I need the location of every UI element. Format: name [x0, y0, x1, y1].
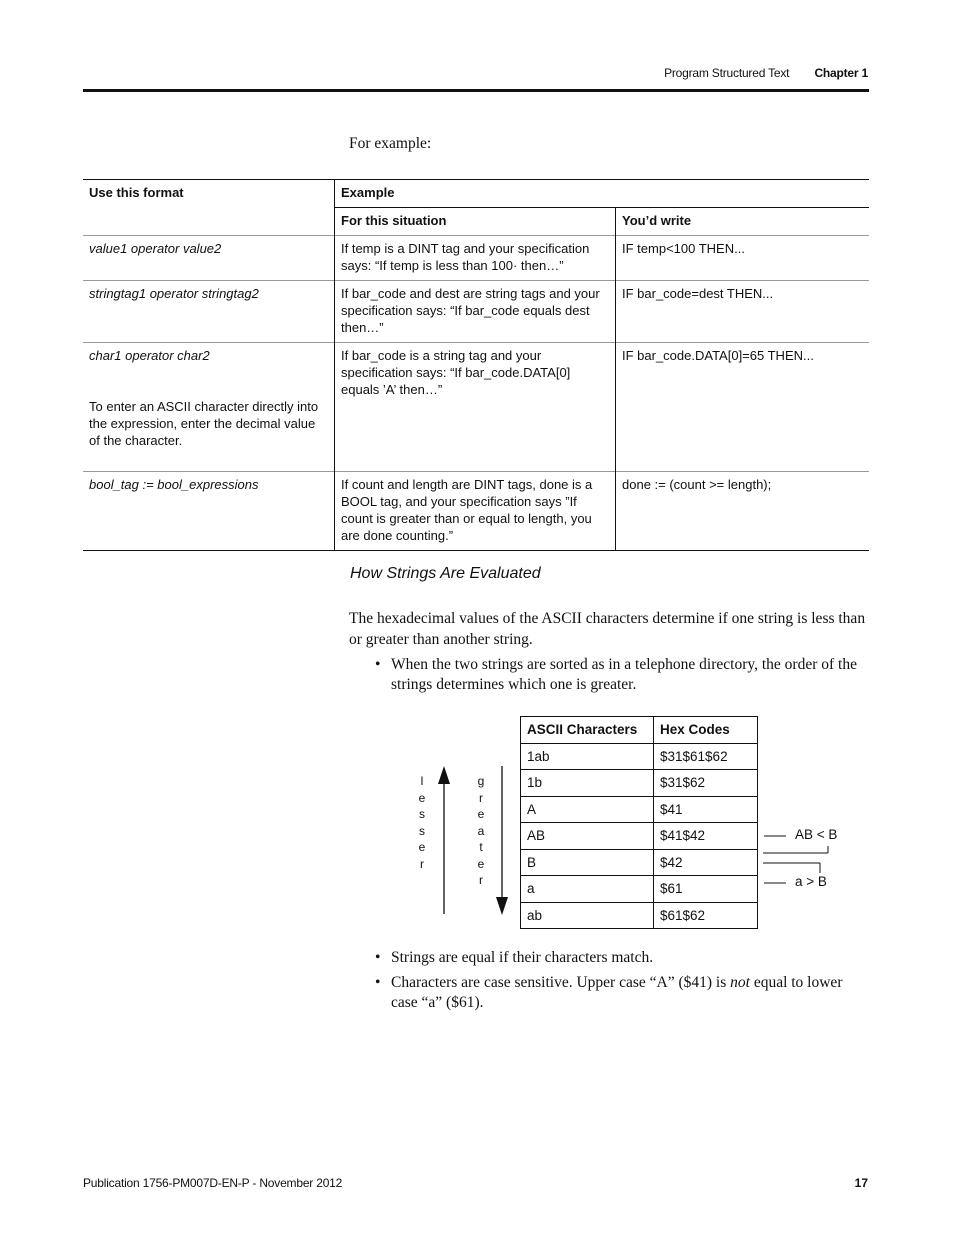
bullet-text [391, 974, 842, 1011]
letter: e [477, 856, 485, 871]
bullet-text-start: Characters are case sensitive. Upper case “A” ($41) is [391, 974, 731, 991]
format-cell: char1 operator char2 [89, 348, 210, 363]
header-section-title: Program Structured Text [664, 66, 790, 80]
col-header-example: Example [341, 185, 395, 200]
lesser-arrow [438, 766, 450, 914]
bullet-list-2 [370, 948, 870, 1013]
bullet-text-end: equal to lower case “a” ($61). [391, 974, 843, 1011]
letter: l [420, 774, 424, 788]
format-cell: value1 operator value2 [83, 236, 335, 281]
situation-cell: If bar_code is a string tag and your specification says: “If bar_code.DATA[0] equals ’A’ then…” [335, 343, 616, 472]
col-header-hex: Hex Codes [654, 717, 758, 744]
greater-arrow [496, 766, 508, 915]
bullet-text: Strings are equal if their characters match. [391, 949, 654, 966]
format-cell: bool_tag := bool_expressions [83, 472, 335, 551]
hex-cell: $31$61$62 [654, 743, 758, 770]
write-cell: IF bar_code=dest THEN... [616, 281, 870, 343]
col-header-situation: For this situation [335, 208, 616, 236]
body-paragraph: The hexadecimal values of the ASCII characters determine if one string is less than or greater than another string. [349, 610, 866, 648]
situation-cell: If bar_code and dest are string tags and your specification says: “If bar_code equals dest then…” [335, 281, 616, 343]
section-subheading: How Strings Are Evaluated [350, 565, 541, 582]
write-cell: done := (count >= length); [616, 472, 870, 551]
letter: r [479, 790, 483, 805]
hex-cell: $41 [654, 796, 758, 823]
bullet-dot: • [375, 656, 381, 673]
header-chapter: Chapter 1 [814, 66, 868, 80]
situation-cell: If count and length are DINT tags, done is a BOOL tag, and your specification says ”If count is greater than or equal to length, you are done counting.” [335, 472, 616, 551]
page-number: 17 [854, 1176, 868, 1190]
hex-cell: $42 [654, 849, 758, 876]
write-cell: IF temp<100 THEN... [616, 236, 870, 281]
list-item [370, 948, 870, 968]
bullet-dot: • [375, 949, 381, 966]
hex-cell: $41$42 [654, 823, 758, 850]
lesser-label [416, 773, 428, 872]
ascii-cell: A [521, 796, 654, 823]
letter: s [419, 807, 425, 821]
col-header-write: You’d write [616, 208, 870, 236]
bullet-text: When the two strings are sorted as in a telephone directory, the order of the strings determines which one is greater. [391, 656, 857, 693]
ascii-cell: AB [521, 823, 654, 850]
hex-cell: $61$62 [654, 902, 758, 929]
intro-text: For example: [349, 135, 432, 152]
letter: s [419, 823, 425, 838]
emphasis-text: not [730, 974, 750, 991]
col-header-format: Use this format [83, 180, 335, 208]
letter: e [418, 840, 426, 854]
ab-less-b-label: AB < B [795, 827, 838, 842]
ascii-cell: a [521, 876, 654, 903]
format-note: To enter an ASCII character directly into the expression, enter the decimal value of the character. [89, 399, 319, 448]
publication-footer: Publication 1756-PM007D-EN-P - November 2012 [83, 1176, 343, 1190]
ascii-cell: 1b [521, 770, 654, 797]
hex-cell: $61 [654, 876, 758, 903]
letter: e [418, 790, 426, 805]
a-greater-b-label: a > B [795, 874, 827, 889]
col-header-ascii: ASCII Characters [521, 717, 654, 744]
write-cell: IF bar_code.DATA[0]=65 THEN... [616, 343, 870, 472]
letter: a [477, 823, 485, 838]
letter: g [477, 774, 485, 788]
ascii-cell: ab [521, 902, 654, 929]
letter: r [479, 873, 483, 887]
format-cell: stringtag1 operator stringtag2 [83, 281, 335, 343]
list-item [370, 973, 870, 1013]
ascii-cell: 1ab [521, 743, 654, 770]
hex-cell: $31$62 [654, 770, 758, 797]
letter: t [479, 840, 483, 854]
letter: r [420, 856, 424, 871]
greater-label [475, 773, 487, 889]
ascii-cell: B [521, 849, 654, 876]
situation-cell: If temp is a DINT tag and your specification says: “If temp is less than 100· then…” [335, 236, 616, 281]
bullet-dot: • [375, 974, 381, 991]
letter: e [477, 807, 485, 821]
